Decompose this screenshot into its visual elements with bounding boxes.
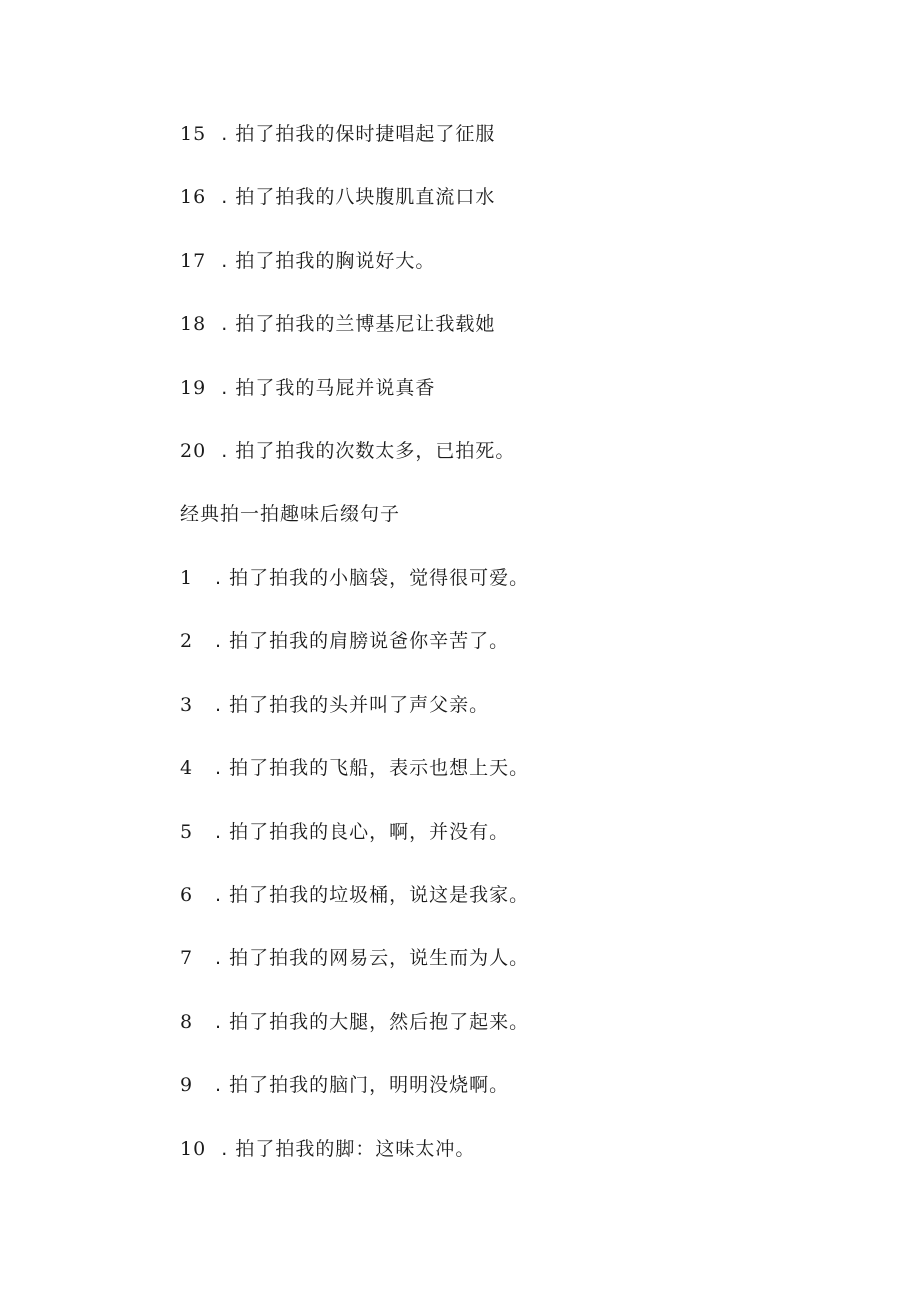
list-item: [180, 1007, 529, 1037]
item-separator: .: [221, 1138, 229, 1160]
item-separator: .: [215, 1011, 223, 1033]
list-item: [180, 943, 529, 973]
item-number: 5: [180, 821, 194, 843]
item-text: 拍了拍我的肩膀说爸你辛苦了。: [229, 630, 510, 652]
item-number: 9: [180, 1074, 194, 1096]
item-number: 18: [180, 313, 207, 335]
item-number: 16: [180, 186, 207, 208]
item-separator: .: [215, 757, 223, 779]
item-separator: .: [215, 630, 223, 652]
item-number: 4: [180, 757, 194, 779]
list-item: [180, 119, 495, 149]
section-heading: 经典拍一拍趣味后缀句子: [180, 503, 401, 525]
list-item: [180, 880, 529, 910]
item-number: 1: [180, 567, 194, 589]
item-separator: .: [221, 123, 229, 145]
item-number: 3: [180, 694, 194, 716]
item-text: 拍了拍我的头并叫了声父亲。: [229, 694, 490, 716]
item-text: 拍了拍我的脑门，明明没烧啊。: [229, 1074, 510, 1096]
list-item: [180, 246, 435, 276]
item-text: 拍了拍我的兰博基尼让我载她: [235, 313, 496, 335]
item-number: 17: [180, 250, 207, 272]
list-item: [180, 626, 509, 656]
list-item: [180, 1134, 475, 1164]
list-item: [180, 309, 495, 339]
list-item: [180, 1070, 509, 1100]
item-number: 19: [180, 377, 207, 399]
item-separator: .: [221, 440, 229, 462]
item-separator: .: [215, 694, 223, 716]
list-item: [180, 182, 495, 212]
item-number: 20: [180, 440, 207, 462]
item-text: 拍了拍我的网易云，说生而为人。: [229, 947, 530, 969]
item-text: 拍了拍我的次数太多，已拍死。: [235, 440, 516, 462]
item-separator: .: [215, 884, 223, 906]
item-separator: .: [221, 313, 229, 335]
item-text: 拍了拍我的大腿，然后抱了起来。: [229, 1011, 530, 1033]
list-item: [180, 690, 489, 720]
list-item: [180, 753, 529, 783]
item-number: 8: [180, 1011, 194, 1033]
list-item: [180, 817, 509, 847]
item-text: 拍了拍我的保时捷唱起了征服: [235, 123, 496, 145]
item-text: 拍了拍我的良心，啊，并没有。: [229, 821, 510, 843]
item-separator: .: [221, 250, 229, 272]
list-item: [180, 436, 515, 466]
item-separator: .: [215, 947, 223, 969]
list-item: [180, 373, 435, 403]
item-text: 拍了拍我的胸说好大。: [235, 250, 436, 272]
item-separator: .: [215, 821, 223, 843]
item-number: 2: [180, 630, 194, 652]
item-separator: .: [221, 377, 229, 399]
item-number: 15: [180, 123, 207, 145]
item-text: 拍了拍我的小脑袋，觉得很可爱。: [229, 567, 530, 589]
list-item: [180, 563, 529, 593]
item-separator: .: [221, 186, 229, 208]
item-text: 拍了拍我的垃圾桶，说这是我家。: [229, 884, 530, 906]
item-text: 拍了我的马屁并说真香: [235, 377, 436, 399]
item-number: 10: [180, 1138, 207, 1160]
item-text: 拍了拍我的八块腹肌直流口水: [235, 186, 496, 208]
item-text: 拍了拍我的脚：这味太冲。: [235, 1138, 476, 1160]
item-separator: .: [215, 567, 223, 589]
item-number: 6: [180, 884, 194, 906]
item-number: 7: [180, 947, 194, 969]
item-text: 拍了拍我的飞船，表示也想上天。: [229, 757, 530, 779]
item-separator: .: [215, 1074, 223, 1096]
